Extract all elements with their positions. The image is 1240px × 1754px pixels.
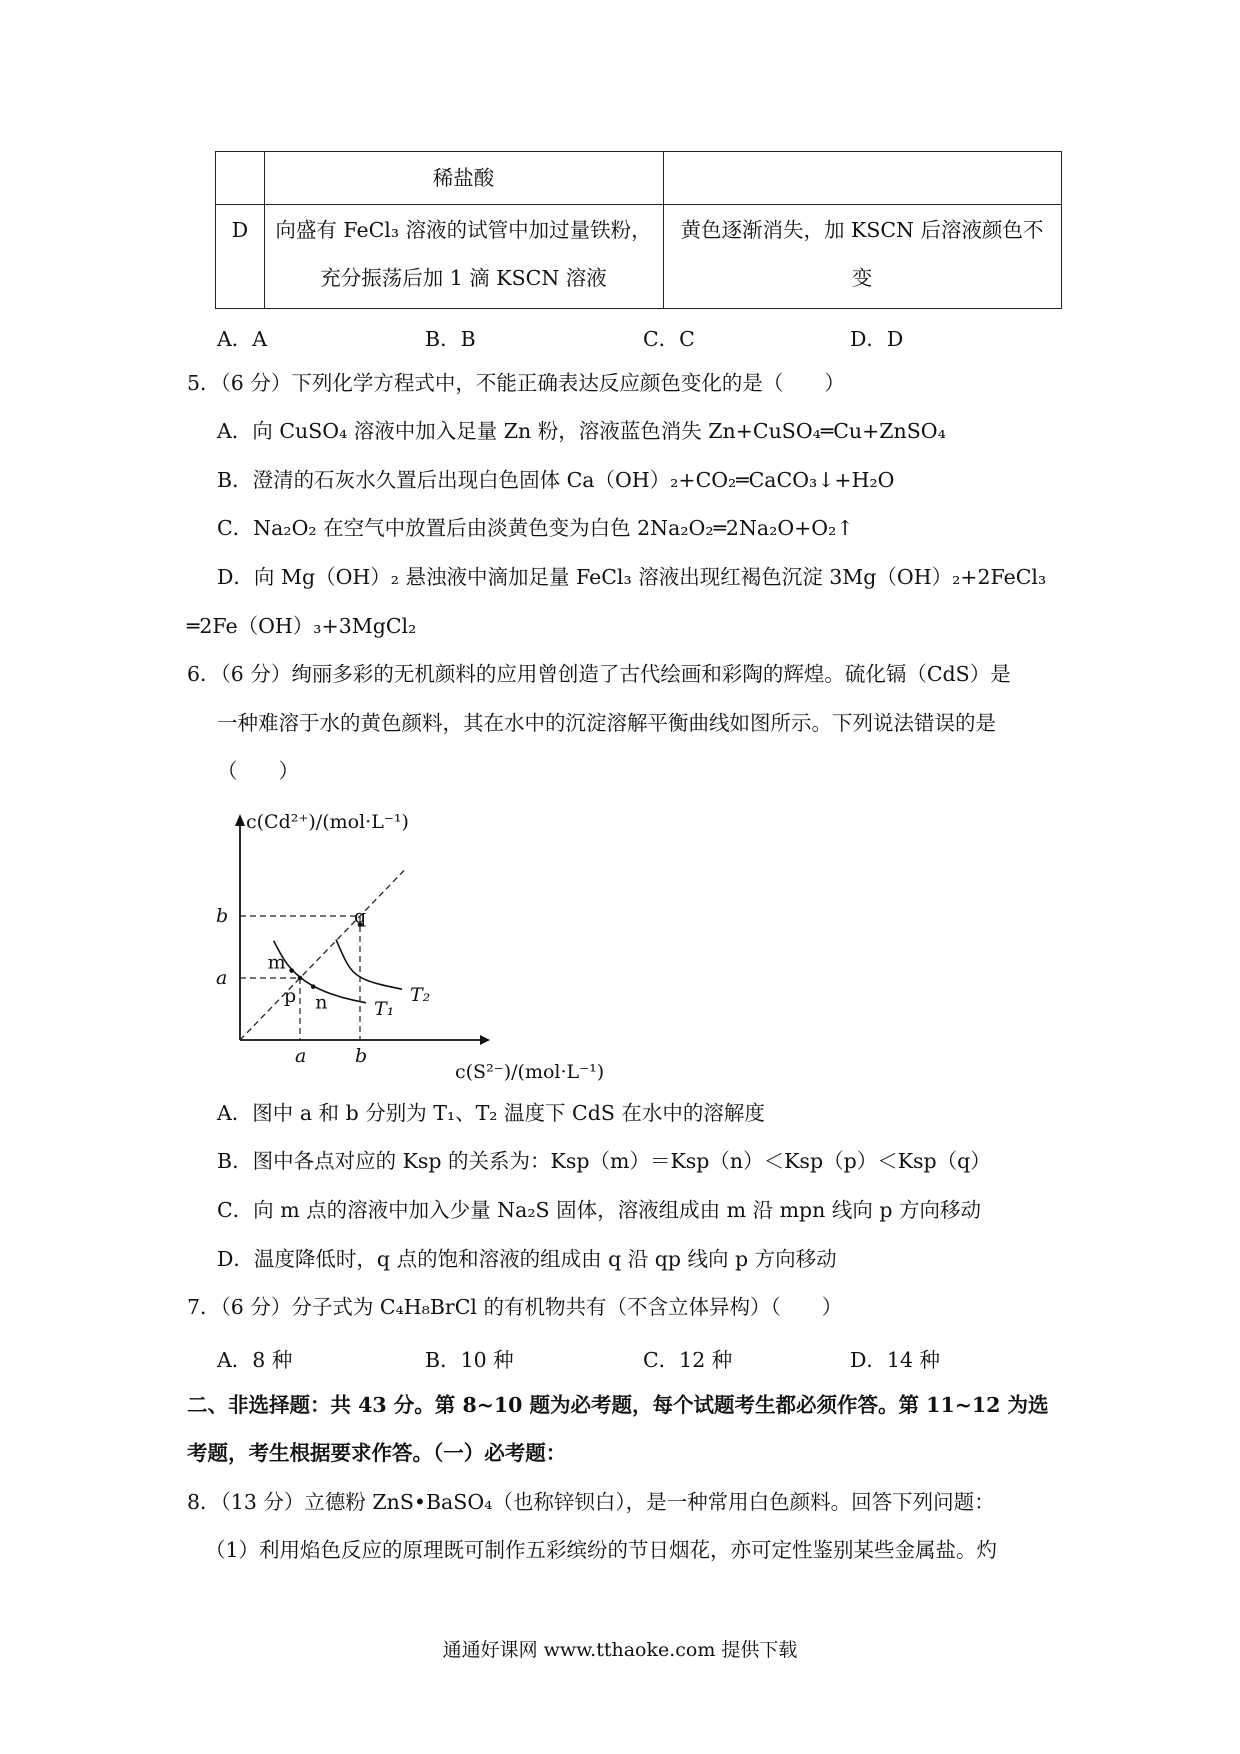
q7-option-b: B．10 种 [425, 1348, 514, 1372]
section2-heading-line2: 考题，考生根据要求作答。（一）必考题： [187, 1441, 567, 1465]
table-cell-option-d: D [231, 218, 249, 242]
q5-option-d-line1: D．向 Mg（OH）₂ 悬浊液中滴加足量 FeCl₃ 溶液出现红褐色沉淀 3Mg（OH）₂+2FeCl₃ [217, 565, 1047, 589]
q7-option-d: D．14 种 [850, 1348, 941, 1372]
q5-option-d-line2: ═2Fe（OH）₃+3MgCl₂ [187, 614, 417, 638]
point-m [289, 968, 294, 973]
curve-label-t1: T₁ [374, 997, 395, 1020]
q6-option-d: D．温度降低时，q 点的饱和溶液的组成由 q 沿 qp 线向 p 方向移动 [217, 1247, 837, 1271]
q5-stem: 5．（6 分）下列化学方程式中，不能正确表达反应颜色变化的是（ ） [187, 371, 845, 395]
point-label-p: p [284, 985, 297, 1007]
point-p [298, 976, 303, 981]
point-n [311, 984, 316, 989]
point-label-q: q [354, 905, 367, 928]
q6-stem-line2: 一种难溶于水的黄色颜料，其在水中的沉淀溶解平衡曲线如图所示。下列说法错误的是 [217, 711, 996, 735]
q8-stem: 8．（13 分）立德粉 ZnS•BaSO₄（也称锌钡白），是一种常用白色颜料。回答下列问题： [187, 1490, 995, 1514]
q6-stem-line1: 6．（6 分）绚丽多彩的无机颜料的应用曾创造了古代绘画和彩陶的辉煌。硫化镉（CdS）是 [187, 662, 1011, 686]
section2-heading-line1: 二、非选择题：共 43 分。第 8~10 题为必考题，每个试题考生都必须作答。第 11~12 为选 [187, 1393, 1049, 1417]
q6-option-b: B．图中各点对应的 Ksp 的关系为：Ksp（m）＝Ksp（n）＜Ksp（p）＜Ksp（q） [217, 1149, 991, 1173]
q4-option-b: B．B [425, 327, 476, 351]
q5-option-c: C．Na₂O₂ 在空气中放置后由淡黄色变为白色 2Na₂O₂═2Na₂O+O₂↑ [217, 516, 854, 540]
point-label-m: m [267, 951, 286, 974]
point-label-n: n [315, 991, 328, 1014]
q5-option-a: A．向 CuSO₄ 溶液中加入足量 Zn 粉，溶液蓝色消失 Zn+CuSO₄═Cu+ZnSO₄ [217, 419, 946, 443]
table-cell-experiment-c: 稀盐酸 [432, 166, 495, 190]
y-tick-label-a: a [216, 967, 228, 989]
curve-t2 [336, 940, 402, 990]
table-cell-experiment-d-line2: 充分振荡后加 1 滴 KSCN 溶液 [320, 266, 607, 290]
q6-option-c: C．向 m 点的溶液中加入少量 Na₂S 固体，溶液组成由 m 沿 mpn 线向 p 方向移动 [217, 1198, 982, 1222]
q4-option-a: A．A [217, 327, 268, 351]
q7-stem: 7．（6 分）分子式为 C₄H₈BrCl 的有机物共有（不含立体异构）（ ） [187, 1295, 843, 1319]
q4-option-d: D．D [850, 327, 904, 351]
table-cell-phenomenon-d-line2: 变 [851, 266, 873, 290]
x-axis-arrow [480, 1035, 490, 1045]
q7-option-a: A．8 种 [217, 1348, 293, 1372]
table-cell-experiment-d-line1: 向盛有 FeCl₃ 溶液的试管中加过量铁粉， [275, 218, 652, 242]
q8-part1: （1）利用焰色反应的原理既可制作五彩缤纷的节日烟花，亦可定性鉴别某些金属盐。灼 [205, 1538, 998, 1562]
table-cell-phenomenon-d-line1: 黄色逐渐消失，加 KSCN 后溶液颜色不 [680, 218, 1044, 242]
q6-option-a: A．图中 a 和 b 分别为 T₁、T₂ 温度下 CdS 在水中的溶解度 [217, 1101, 765, 1125]
experiment-table [215, 151, 1062, 309]
page-footer: 通通好课网 www.tthaoke.com 提供下载 [442, 1639, 798, 1661]
x-tick-label-b: b [355, 1045, 368, 1067]
y-axis-arrow [235, 814, 245, 826]
solubility-equilibrium-chart [210, 800, 630, 1090]
q5-option-b: B．澄清的石灰水久置后出现白色固体 Ca（OH）₂+CO₂═CaCO₃↓+H₂O [217, 468, 895, 492]
curve-label-t2: T₂ [410, 984, 431, 1007]
q6-stem-line3: （ ） [217, 759, 299, 783]
x-tick-label-a: a [295, 1045, 307, 1067]
q4-option-c: C．C [643, 327, 695, 351]
y-tick-label-b: b [216, 905, 229, 927]
q7-option-c: C．12 种 [643, 1348, 733, 1372]
y-axis-label: c(Cd²⁺)/(mol·L⁻¹) [246, 811, 409, 833]
x-axis-label: c(S²⁻)/(mol·L⁻¹) [455, 1061, 605, 1083]
